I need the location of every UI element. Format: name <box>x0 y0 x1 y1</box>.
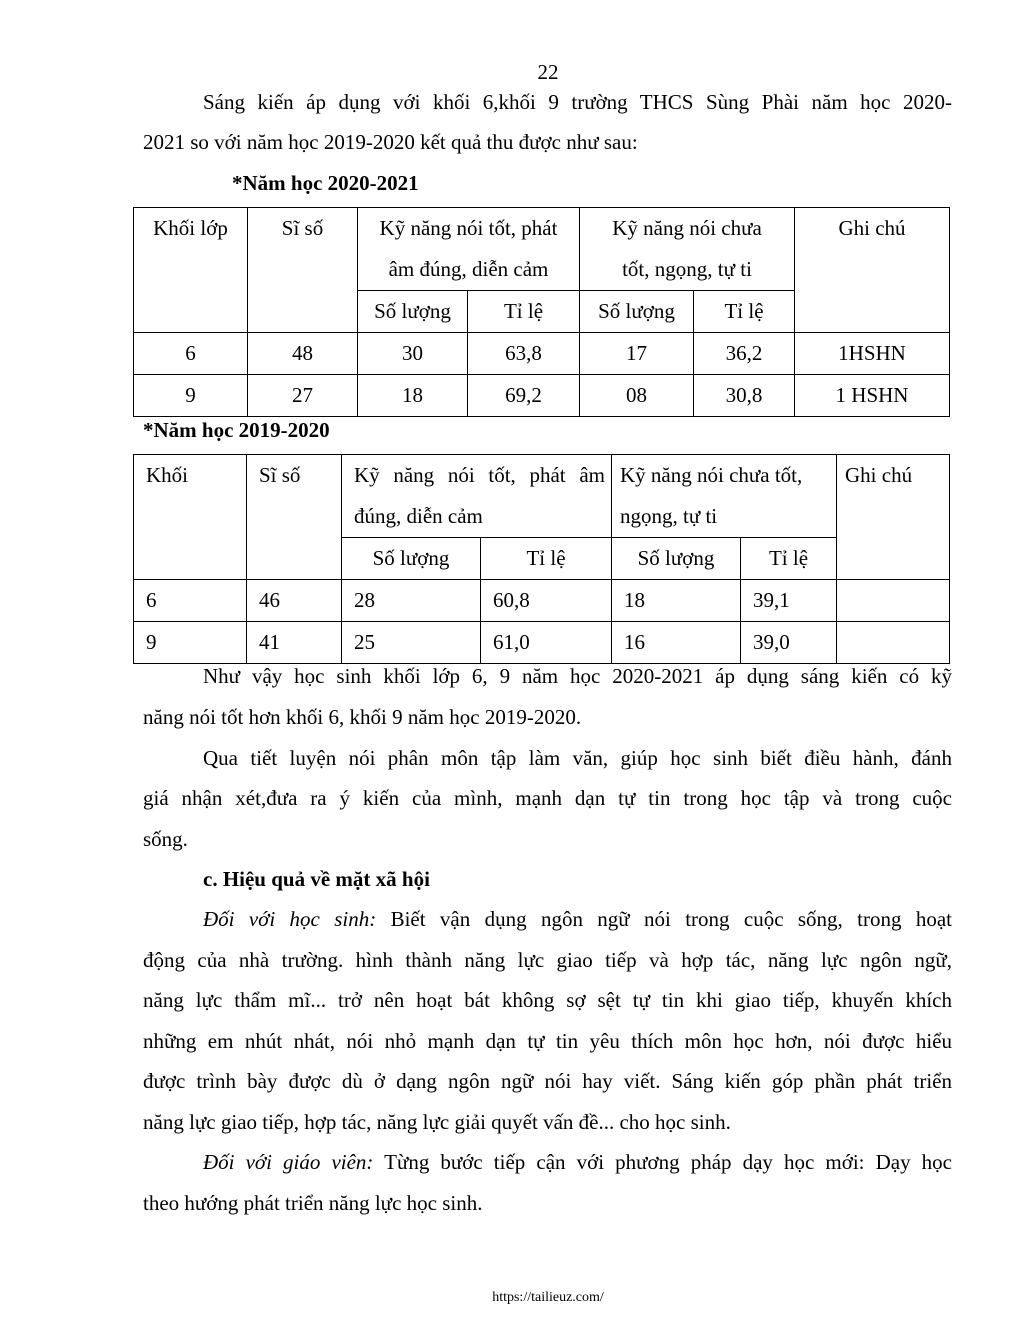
cell-si-so: 41 <box>247 622 342 664</box>
cell-chua-ti-le: 39,0 <box>741 622 837 664</box>
cell-khoi: 9 <box>134 375 248 417</box>
subheader-ti-le: Tỉ lệ <box>468 291 580 333</box>
students-line-1: Đối với học sinh: Biết vận dụng ngôn ngữ nói trong cuộc sống, trong hoạt <box>203 907 952 931</box>
header-ky-nang-tot: Kỹ năng nói tốt, phát âm đúng, diễn cảm <box>358 208 580 291</box>
cell-si-so: 46 <box>247 580 342 622</box>
cell-tot-so-luong: 25 <box>342 622 481 664</box>
students-line: năng lực giao tiếp, hợp tác, năng lực giải quyết vấn đề... cho học sinh. <box>143 1110 731 1134</box>
header-ky-nang-tot: Kỹ năng nói tốt, phát âm đúng, diễn cảm <box>342 455 612 538</box>
students-line: những em nhút nhát, nói nhỏ mạnh dạn tự tin yêu thích môn học hơn, nói được hiểu <box>143 1029 952 1053</box>
cell-tot-ti-le: 61,0 <box>481 622 612 664</box>
header-khoi-lop: Khối lớp <box>134 208 248 333</box>
intro-line-2: 2021 so với năm học 2019-2020 kết quả thu được như sau: <box>143 130 638 154</box>
cell-khoi: 6 <box>134 333 248 375</box>
teachers-label: Đối với giáo viên: <box>203 1150 374 1174</box>
page-number: 22 <box>537 60 559 84</box>
cell-tot-so-luong: 18 <box>358 375 468 417</box>
cell-si-so: 27 <box>248 375 358 417</box>
header-khoi: Khối <box>134 455 247 580</box>
table-row <box>134 622 950 664</box>
students-label: Đối với học sinh: <box>203 907 377 931</box>
cell-chua-ti-le: 30,8 <box>694 375 795 417</box>
cell-ghi-chu <box>837 580 950 622</box>
cell-khoi: 9 <box>134 622 247 664</box>
table-row <box>134 333 950 375</box>
cell-chua-so-luong: 17 <box>580 333 694 375</box>
conclusion-line-2: năng nói tốt hơn khối 6, khối 9 năm học 2019-2020. <box>143 705 582 729</box>
cell-chua-so-luong: 08 <box>580 375 694 417</box>
subheader-so-luong: Số lượng <box>580 291 694 333</box>
cell-ghi-chu <box>837 622 950 664</box>
header-ghi-chu: Ghi chú <box>837 455 950 580</box>
cell-chua-so-luong: 18 <box>612 580 741 622</box>
conclusion-line-1: Như vậy học sinh khối lớp 6, 9 năm học 2020-2021 áp dụng sáng kiến có kỹ <box>203 664 952 688</box>
results-table-2019-2020 <box>133 454 950 664</box>
table2-heading: *Năm học 2019-2020 <box>143 418 330 442</box>
cell-khoi: 6 <box>134 580 247 622</box>
section-heading: c. Hiệu quả về mặt xã hội <box>203 867 430 891</box>
subheader-so-luong: Số lượng <box>612 538 741 580</box>
cell-tot-ti-le: 60,8 <box>481 580 612 622</box>
table-row <box>134 375 950 417</box>
paragraph-line: giá nhận xét,đưa ra ý kiến của mình, mạnh dạn tự tin trong học tập và trong cuộc <box>143 786 952 810</box>
subheader-ti-le: Tỉ lệ <box>741 538 837 580</box>
teachers-line: theo hướng phát triển năng lực học sinh. <box>143 1191 483 1215</box>
results-table-2020-2021 <box>133 207 950 417</box>
subheader-ti-le: Tỉ lệ <box>694 291 795 333</box>
header-ky-nang-chua-tot: Kỹ năng nói chưa tốt, ngọng, tự ti <box>580 208 795 291</box>
subheader-ti-le: Tỉ lệ <box>481 538 612 580</box>
header-ghi-chu: Ghi chú <box>795 208 950 333</box>
students-line: năng lực thẩm mĩ... trở nên hoạt bát không sợ sệt tự tin khi giao tiếp, khuyến khích <box>143 988 952 1012</box>
cell-tot-ti-le: 63,8 <box>468 333 580 375</box>
paragraph-line: sống. <box>143 827 188 851</box>
subheader-so-luong: Số lượng <box>342 538 481 580</box>
cell-chua-ti-le: 36,2 <box>694 333 795 375</box>
footer-url: https://tailieuz.com/ <box>492 1290 604 1305</box>
cell-tot-so-luong: 28 <box>342 580 481 622</box>
header-si-so: Sĩ số <box>247 455 342 580</box>
table1-heading: *Năm học 2020-2021 <box>232 171 419 195</box>
header-si-so: Sĩ số <box>248 208 358 333</box>
paragraph-line: Qua tiết luyện nói phân môn tập làm văn, giúp học sinh biết điều hành, đánh <box>203 746 952 770</box>
teachers-line-1: Đối với giáo viên: Từng bước tiếp cận với phương pháp dạy học mới: Dạy học <box>203 1150 952 1174</box>
cell-tot-so-luong: 30 <box>358 333 468 375</box>
table-row <box>134 580 950 622</box>
header-ky-nang-chua-tot: Kỹ năng nói chưa tốt, ngọng, tự ti <box>612 455 837 538</box>
cell-tot-ti-le: 69,2 <box>468 375 580 417</box>
cell-chua-so-luong: 16 <box>612 622 741 664</box>
intro-line-1: Sáng kiến áp dụng với khối 6,khối 9 trường THCS Sùng Phài năm học 2020- <box>203 90 952 114</box>
students-line: động của nhà trường. hình thành năng lực giao tiếp và hợp tác, năng lực ngôn ngữ, <box>143 948 952 972</box>
cell-si-so: 48 <box>248 333 358 375</box>
cell-ghi-chu: 1 HSHN <box>795 375 950 417</box>
students-line: được trình bày được dù ở dạng ngôn ngữ nói hay viết. Sáng kiến góp phần phát triển <box>143 1069 952 1093</box>
cell-chua-ti-le: 39,1 <box>741 580 837 622</box>
subheader-so-luong: Số lượng <box>358 291 468 333</box>
cell-ghi-chu: 1HSHN <box>795 333 950 375</box>
